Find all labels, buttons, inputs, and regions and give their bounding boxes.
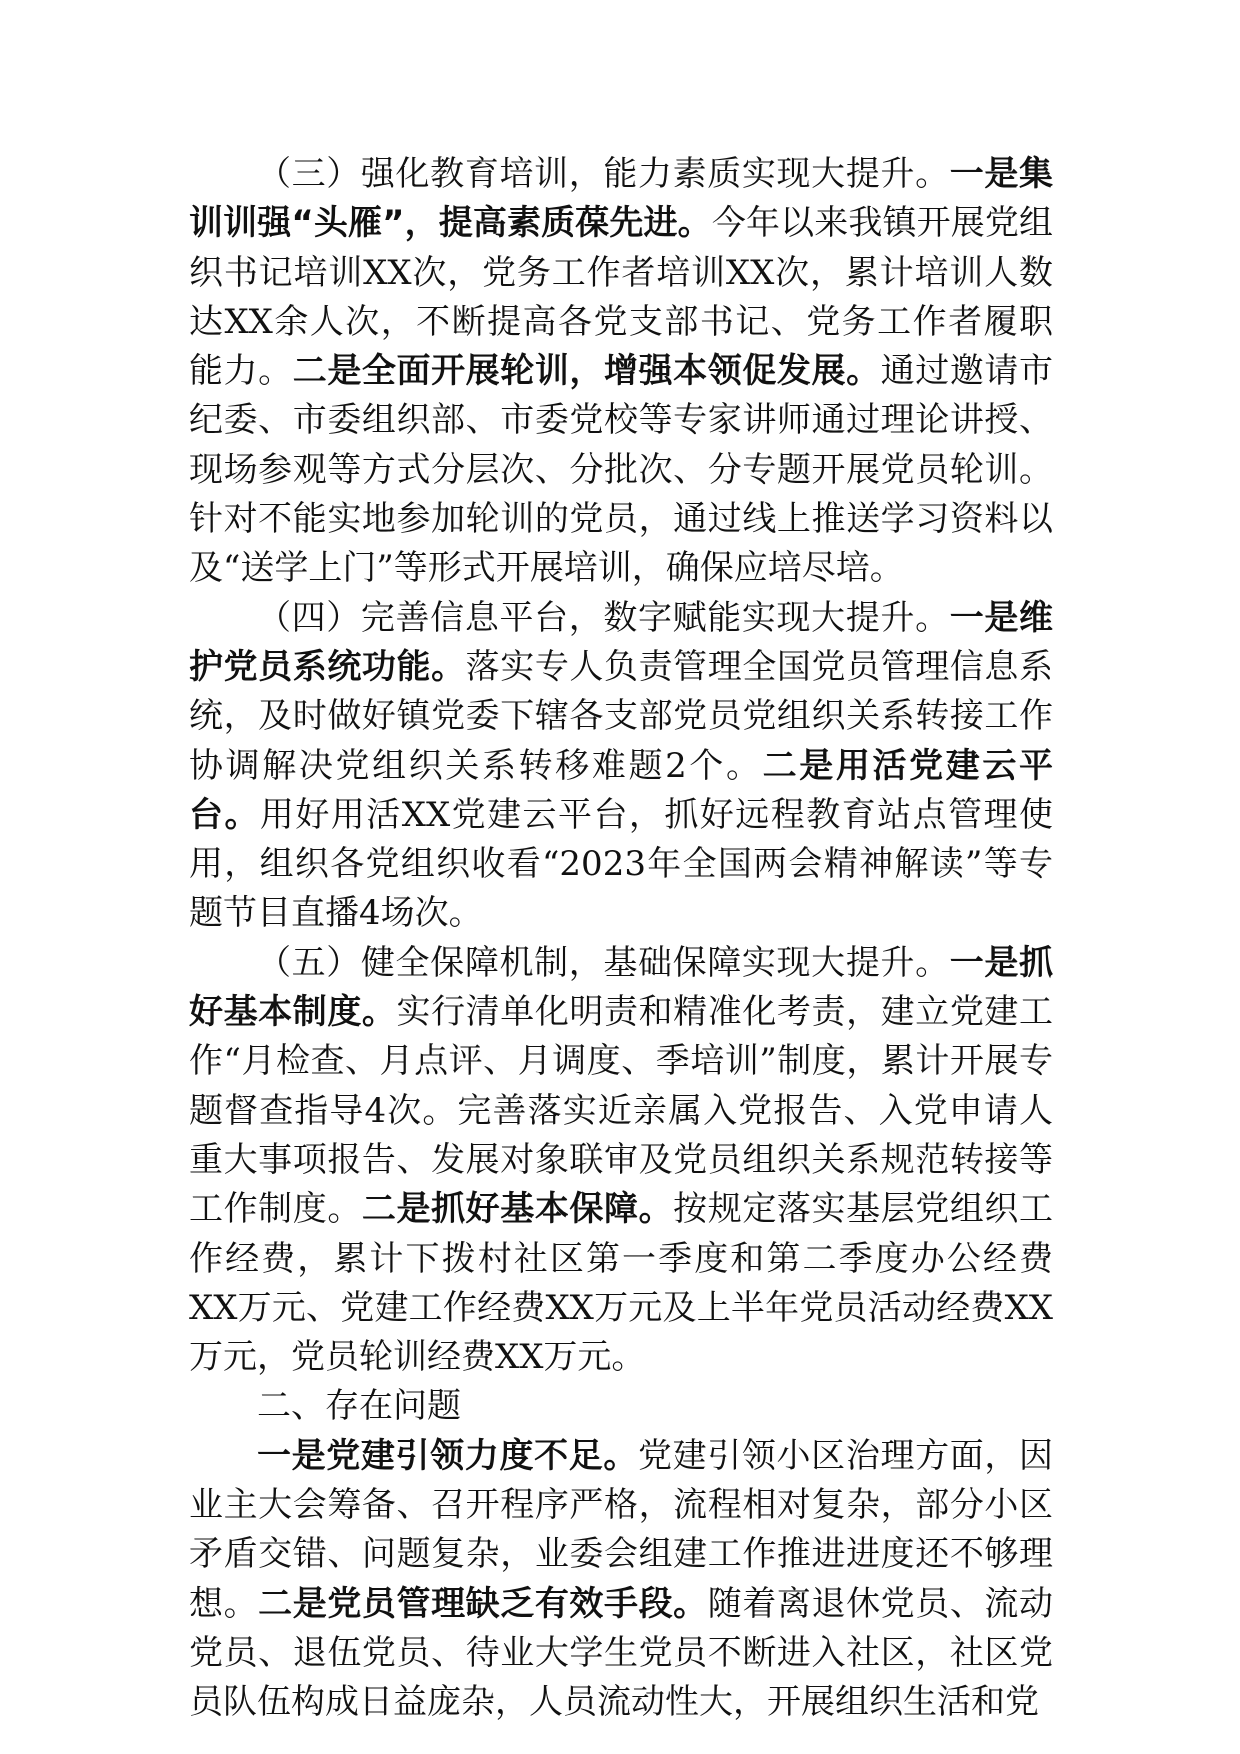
problems-paragraph xyxy=(189,1432,1053,1728)
section-3-point-2-body: 通过邀请市纪委、市委组织部、市委党校等专家讲师通过理论讲授、现场参观等方式分层次、分批次、分专题开展党员轮训。针对不能实地参加轮训的党员，通过线上推送学习资料以及“送学上门”等形式开展培训，确保应培尽培。 xyxy=(189,351,1054,589)
section-3-point-2-title: 二是全面开展轮训，增强本领促发展。 xyxy=(292,351,881,392)
section-4-point-2-title: 二是用活党建云平台。 xyxy=(189,745,1053,835)
section-4-point-2-body: 用好用活XX党建云平台，抓好远程教育站点管理使用，组织各党组织收看“2023年全国两会精神解读”等专题节目直播4场次。 xyxy=(189,794,1053,934)
section-3-point-1-body: 今年以来我镇开展党组织书记培训XX次，党务工作者培训XX次，累计培训人数达XX余人次，不断提高各党支部书记、党务工作者履职能力。 xyxy=(189,203,1053,392)
section-5-point-1-body: 实行清单化明责和精准化考责，建立党建工作“月检查、月点评、月调度、季培训”制度，累计开展专题督查指导4次。完善落实近亲属入党报告、入党申请人重大事项报告、发展对象联审及党员组织关系规范转接等工作制度。 xyxy=(189,992,1053,1230)
section-4-heading: （四）完善信息平台，数字赋能实现大提升。 xyxy=(257,597,950,638)
section-3-point-1-title: 一是集训训强“头雁”，提高素质葆先进。 xyxy=(189,154,1054,244)
section-5-point-2-title: 二是抓好基本保障。 xyxy=(361,1189,674,1230)
problem-1-title: 一是党建引领力度不足。 xyxy=(257,1435,638,1476)
problems-heading: 二、存在问题 xyxy=(257,1386,461,1427)
problem-2-body: 随着离退休党员、流动党员、退伍党员、待业大学生党员不断进入社区，社区党员队伍构成日益庞杂，人员流动性大，开展组织生活和党 xyxy=(189,1583,1054,1723)
section-5-point-1-title: 一是抓好基本制度。 xyxy=(189,942,1054,1033)
section-5-point-2-body: 按规定落实基层党组织工作经费，累计下拨村社区第一季度和第二季度办公经费XX万元、党建工作经费XX万元及上半年党员活动经费XX万元，党员轮训经费XX万元。 xyxy=(189,1189,1054,1378)
problem-1-body: 党建引领小区治理方面，因业主大会筹备、召开程序严格，流程相对复杂，部分小区矛盾交错、问题复杂，业委会组建工作推进进度还不够理想。 xyxy=(189,1435,1053,1624)
section-3-paragraph xyxy=(189,150,1053,594)
section-4-paragraph xyxy=(189,594,1053,939)
section-5-heading: （五）健全保障机制，基础保障实现大提升。 xyxy=(257,942,950,983)
section-5-paragraph xyxy=(189,939,1053,1383)
section-4-point-1-title: 一是维护党员系统功能。 xyxy=(189,597,1054,687)
section-3-heading: （三）强化教育培训，能力素质实现大提升。 xyxy=(257,154,950,194)
section-4-point-1-body: 落实专人负责管理全国党员管理信息系统，及时做好镇党委下辖各支部党员党组织关系转接工作协调解决党组织关系转移难题2个。 xyxy=(189,646,1054,786)
document-page xyxy=(189,150,1053,1728)
problem-2-title: 二是党员管理缺乏有效手段。 xyxy=(258,1583,708,1624)
